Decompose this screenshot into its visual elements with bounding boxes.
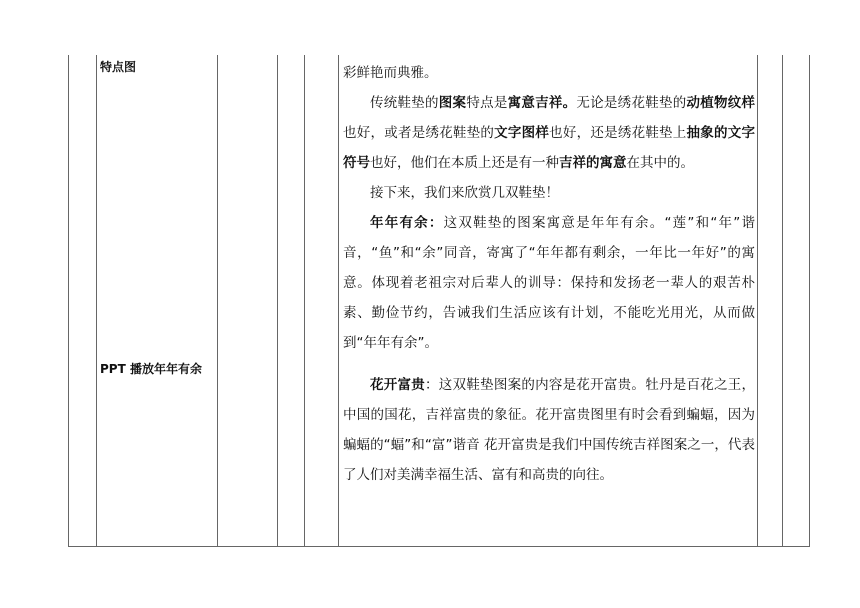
column-border-3 xyxy=(217,55,218,546)
bold-span: 图案 xyxy=(438,95,467,111)
text-span: 在其中的。 xyxy=(626,155,694,171)
bold-span: 抽象的文字符号 xyxy=(343,125,756,171)
feature-image-label: 特点图 xyxy=(100,60,137,74)
text-span: 也好，或者是绣花鞋垫的 xyxy=(343,125,495,141)
nian-nian-you-yu-paragraph xyxy=(343,208,755,358)
bold-span: 文字图样 xyxy=(494,125,550,141)
column-border-9 xyxy=(809,55,810,546)
section-title: 花开富贵 xyxy=(370,377,426,393)
pattern-feature-paragraph xyxy=(343,88,755,178)
text-span: 传统鞋垫的 xyxy=(370,95,439,111)
text-span: ：这双鞋垫图案的内容是花开富贵。牡丹是百花之王，中国的国花，吉祥富贵的象征。花开富贵图里有时会看到蝙蝠，因为蝙蝠的“蝠”和“富”谐音 花开富贵是我们中国传统吉祥图案之一，代表了人们对美满幸福生活、富有和高贵的向往。 xyxy=(343,377,756,483)
table-bottom-border xyxy=(68,546,810,547)
bold-span: 动植物纹样 xyxy=(686,95,756,111)
section-title: 年年有余： xyxy=(370,215,444,231)
text-span: 也好，他们在本质上还是有一种 xyxy=(370,155,559,171)
next-insoles-paragraph: 接下来，我们来欣赏几双鞋垫！ xyxy=(370,185,559,201)
column-border-7 xyxy=(757,55,758,546)
content-line-0: 彩鲜艳而典雅。 xyxy=(343,65,438,81)
column-border-8 xyxy=(782,55,783,546)
text-span: 特点是 xyxy=(466,95,508,111)
bold-span: 吉祥的寓意 xyxy=(559,155,627,171)
ppt-play-label: PPT 播放年年有余 xyxy=(100,362,202,376)
column-border-1 xyxy=(68,55,69,546)
lesson-content xyxy=(343,58,755,490)
column-border-4 xyxy=(277,55,278,546)
hua-kai-fu-gui-paragraph xyxy=(343,370,755,490)
text-span: 无论是绣花鞋垫的 xyxy=(576,95,687,111)
text-span: 也好，还是绣花鞋垫上 xyxy=(549,125,687,141)
text-span: 这双鞋垫的图案寓意是年年有余。“莲”和“年”谐音，“鱼”和“余”同音，寄寓了“年年都有剩余，一年比一年好”的寓意。体现着老祖宗对后辈人的训导：保持和发扬老一辈人的艰苦朴素、勤俭节约，告诫我们生活应该有计划，不能吃光用光，从而做到“年年有余”。 xyxy=(343,215,756,351)
column-border-6 xyxy=(338,55,339,546)
column-border-5 xyxy=(304,55,305,546)
column-border-2 xyxy=(96,55,97,546)
bold-span: 寓意吉祥。 xyxy=(507,95,577,111)
